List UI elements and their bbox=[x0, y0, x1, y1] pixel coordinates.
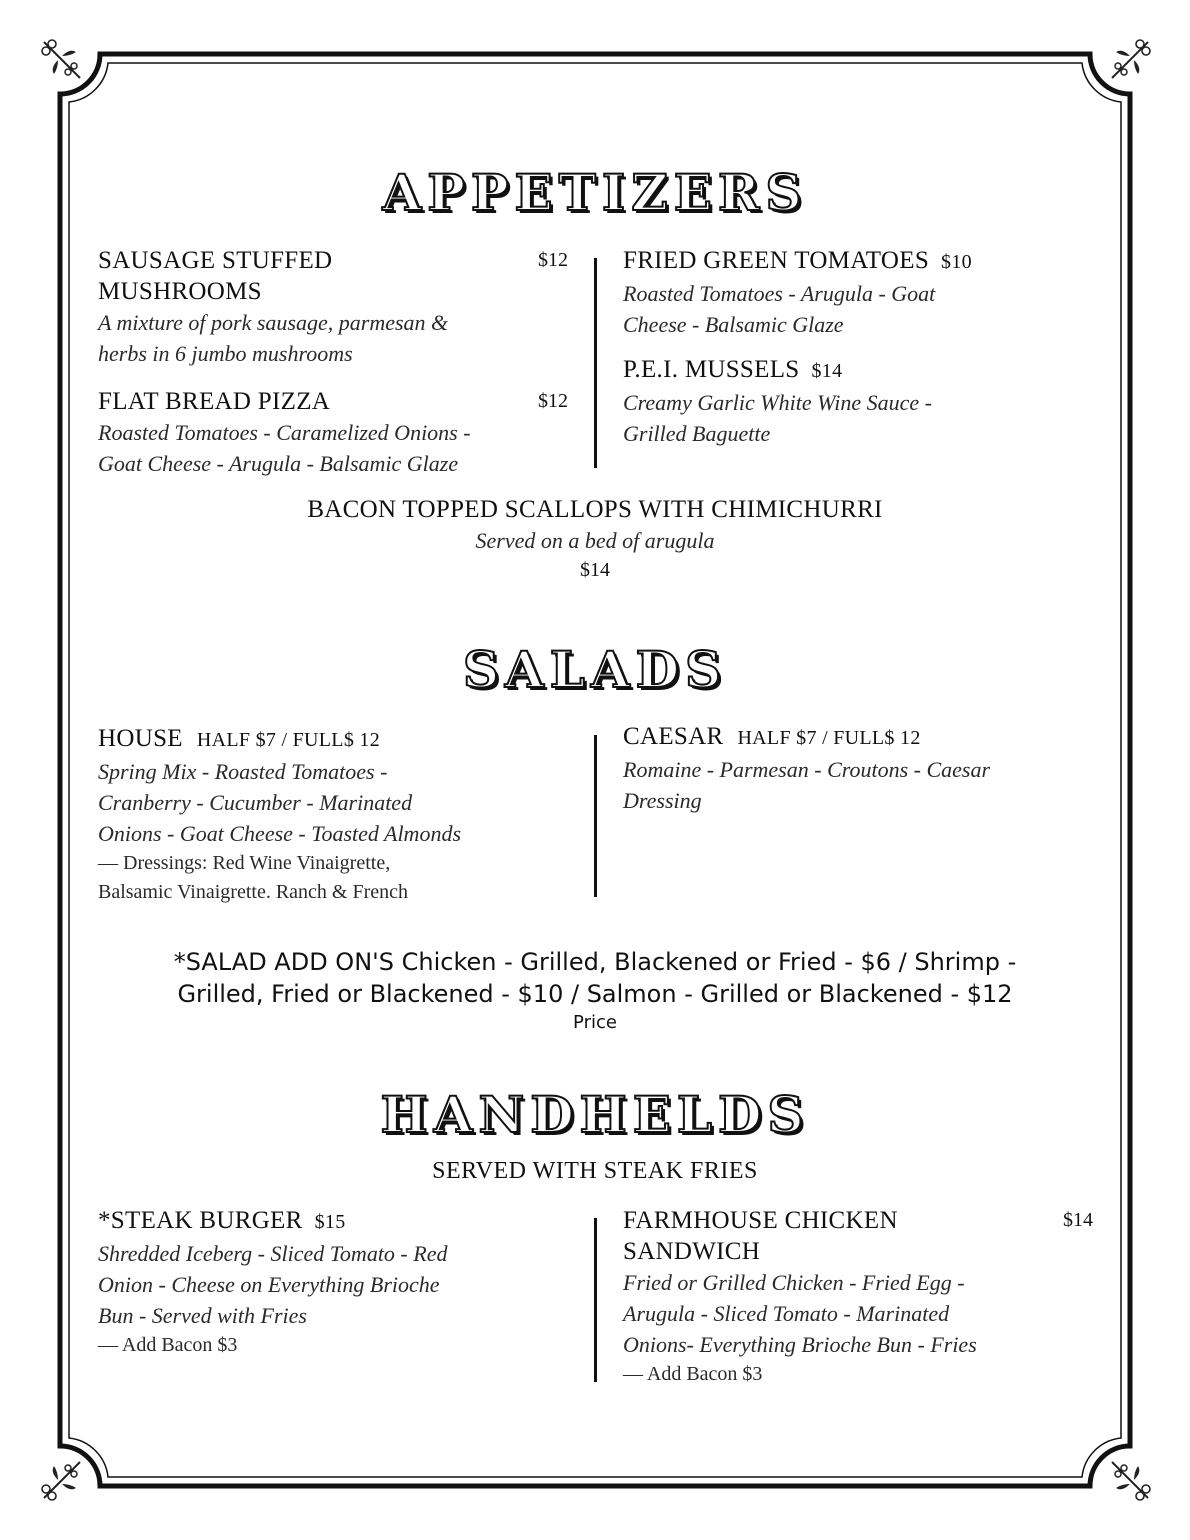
item-name: SAUSAGE STUFFED bbox=[98, 247, 333, 274]
menu-item-farmhouse-chicken-sandwich bbox=[623, 1205, 1093, 1389]
menu-item-steak-burger bbox=[98, 1205, 578, 1360]
item-name: BACON TOPPED SCALLOPS WITH CHIMICHURRI bbox=[307, 496, 883, 523]
item-description: Goat Cheese - Arugula - Balsamic Glaze bbox=[98, 451, 459, 476]
column-divider bbox=[594, 258, 597, 468]
item-price: $12 bbox=[538, 249, 568, 271]
add-ons-text: Grilled, Fried or Blackened - $10 / Salmon - Grilled or Blackened - $12 bbox=[177, 980, 1013, 1008]
column-divider bbox=[594, 1218, 597, 1382]
menu-item-fried-green-tomatoes bbox=[623, 245, 1093, 340]
item-description: Fried or Grilled Chicken - Fried Egg - bbox=[623, 1270, 965, 1295]
item-description: Shredded Iceberg - Sliced Tomato - Red bbox=[98, 1241, 448, 1266]
item-price: $14 bbox=[811, 360, 843, 382]
item-description: A mixture of pork sausage, parmesan & bbox=[98, 310, 449, 335]
item-description: Dressing bbox=[623, 788, 702, 813]
add-ons-text: *SALAD ADD ON'S Chicken - Grilled, Blackened or Fried - $6 / Shrimp - bbox=[173, 948, 1017, 976]
item-name: CAESAR bbox=[623, 723, 724, 750]
salads-title: SALADS bbox=[462, 640, 728, 699]
item-description: Bun - Served with Fries bbox=[98, 1303, 307, 1328]
menu-item-flat-bread-pizza bbox=[98, 386, 568, 479]
item-price: $15 bbox=[314, 1211, 346, 1233]
item-name: *STEAK BURGER bbox=[98, 1207, 303, 1234]
item-description: Spring Mix - Roasted Tomatoes - bbox=[98, 759, 388, 784]
item-price: $12 bbox=[538, 390, 568, 412]
menu-item-caesar-salad bbox=[623, 721, 1093, 816]
item-note: — Add Bacon $3 bbox=[623, 1363, 763, 1385]
item-note: — Add Bacon $3 bbox=[98, 1334, 238, 1356]
item-name-continued: SANDWICH bbox=[623, 1238, 761, 1265]
item-size-prices: HALF $7 / FULL$ 12 bbox=[196, 729, 381, 751]
menu-item-pei-mussels bbox=[623, 354, 1093, 449]
floral-corner-icon bbox=[1108, 38, 1152, 82]
floral-corner-icon bbox=[1108, 1458, 1152, 1502]
handhelds-subtitle: SERVED WITH STEAK FRIES bbox=[432, 1158, 758, 1184]
item-name: FLAT BREAD PIZZA bbox=[98, 388, 331, 415]
item-description: Creamy Garlic White Wine Sauce - bbox=[623, 390, 932, 415]
item-description: Arugula - Sliced Tomato - Marinated bbox=[623, 1301, 950, 1326]
item-price: $10 bbox=[941, 251, 972, 273]
floral-corner-icon bbox=[40, 1458, 84, 1502]
item-description: Served on a bed of arugula bbox=[475, 528, 715, 553]
add-ons-price-label: Price bbox=[573, 1012, 617, 1033]
item-description: Onions - Goat Cheese - Toasted Almonds bbox=[98, 821, 461, 846]
salad-add-ons bbox=[0, 946, 1190, 1036]
item-size-prices: HALF $7 / FULL$ 12 bbox=[737, 727, 921, 749]
item-description: Roasted Tomatoes - Caramelized Onions - bbox=[98, 420, 471, 445]
column-divider bbox=[594, 735, 597, 897]
menu-item-sausage-stuffed-mushrooms bbox=[98, 245, 568, 369]
menu-item-house-salad bbox=[98, 723, 578, 907]
item-name: FARMHOUSE CHICKEN bbox=[623, 1207, 898, 1234]
item-name: FRIED GREEN TOMATOES bbox=[623, 247, 930, 274]
item-name: HOUSE bbox=[98, 725, 183, 752]
item-note: Balsamic Vinaigrette. Ranch & French bbox=[98, 881, 409, 903]
item-price: $14 bbox=[580, 559, 610, 581]
menu-item-bacon-topped-scallops bbox=[0, 494, 1190, 584]
handhelds-title: HANDHELDS bbox=[380, 1085, 810, 1144]
floral-corner-icon bbox=[40, 38, 84, 82]
item-description: herbs in 6 jumbo mushrooms bbox=[98, 341, 353, 366]
item-name: P.E.I. MUSSELS bbox=[623, 356, 800, 383]
item-description: Grilled Baguette bbox=[623, 421, 771, 446]
item-description: Onion - Cheese on Everything Brioche bbox=[98, 1272, 440, 1297]
item-description: Roasted Tomatoes - Arugula - Goat bbox=[623, 281, 936, 306]
item-description: Cheese - Balsamic Glaze bbox=[623, 312, 844, 337]
item-description: Cranberry - Cucumber - Marinated bbox=[98, 790, 413, 815]
item-description: Romaine - Parmesan - Croutons - Caesar bbox=[623, 757, 991, 782]
item-name-continued: MUSHROOMS bbox=[98, 278, 262, 305]
item-description: Onions- Everything Brioche Bun - Fries bbox=[623, 1332, 977, 1357]
appetizers-title: APPETIZERS bbox=[382, 163, 808, 222]
item-price: $14 bbox=[1063, 1209, 1093, 1231]
item-note: — Dressings: Red Wine Vinaigrette, bbox=[98, 852, 391, 874]
